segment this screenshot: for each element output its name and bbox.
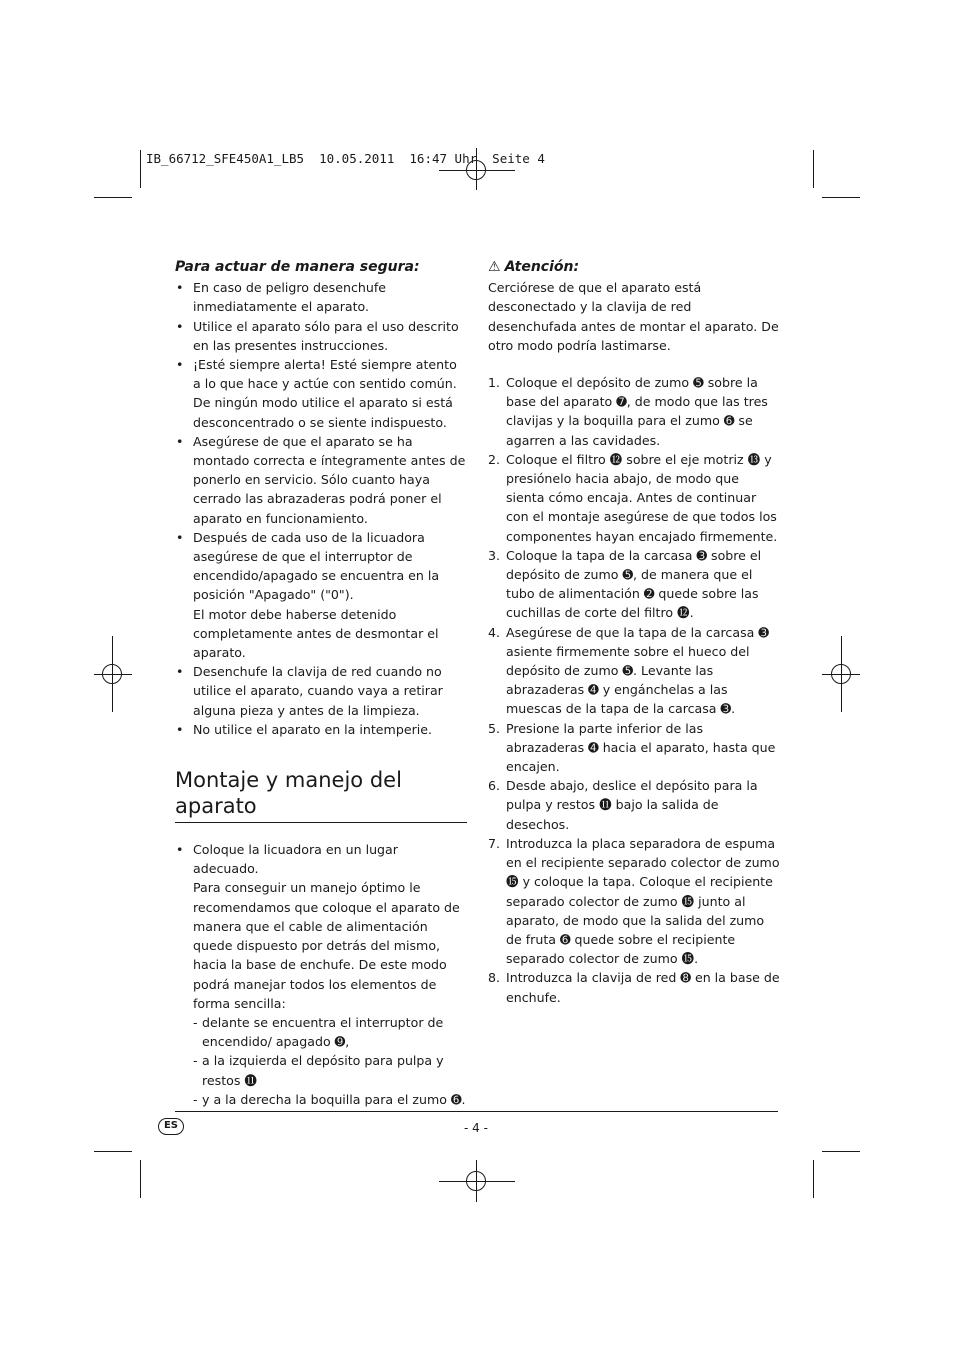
- safety-list: [175, 278, 467, 739]
- page-number: - 4 -: [464, 1121, 488, 1135]
- list-item: • Asegúrese de que el aparato se ha montado correcta e íntegramente antes de ponerlo en servicio. Sólo cuanto haya cerrado las abrazaderas podrá poner el aparato en funcionamiento.: [175, 432, 467, 528]
- step-item: 2. Coloque el filtro ⓬ sobre el eje motriz ⓭ y presiónelo hacia abajo, de modo que sienta cómo encaja. Antes de continuar con el montaje asegúrese de que todos los componentes hayan encajado firmemente.: [488, 451, 778, 544]
- warning-text: Cerciórese de que el aparato está desconectado y la clavija de red desenchufada antes de montar el aparato. De otro modo podría lastimarse.: [488, 280, 779, 353]
- warning-triangle-icon: ⚠: [488, 259, 501, 275]
- step-item: 7. Introduzca la placa separadora de espuma en el recipiente separado colector de zumo ⓯ y coloque la tapa. Coloque el recipiente separado colector de zumo ⓯ junto al aparato, de modo que la salida del zumo de fruta ➏ quede sobre el recipiente separado colector de zumo ⓯.: [488, 835, 780, 967]
- list-item: • No utilice el aparato en la intemperie.: [175, 720, 467, 739]
- footer-divider: [175, 1111, 778, 1112]
- step-item: 4. Asegúrese de que la tapa de la carcasa ➌ asiente firmemente sobre el hueco del depósito de zumo ➎. Levante las abrazaderas ➍ y engánchelas a las muescas de la tapa de la carcasa ➌.: [488, 624, 769, 717]
- warning-heading: ⚠ Atención:: [488, 259, 580, 275]
- language-badge: ES: [158, 1118, 184, 1135]
- step-item: 1. Coloque el depósito de zumo ➎ sobre la base del aparato ➐, de modo que las tres clavijas y la boquilla para el zumo ➏ se agarren a las cavidades.: [488, 375, 768, 448]
- safety-heading: Para actuar de manera segura:: [175, 259, 420, 275]
- section-title: Montaje y manejo del aparato: [175, 767, 467, 823]
- step-item: 5. Presione la parte inferior de las abrazaderas ➍ hacia el aparato, hasta que encajen.: [488, 720, 776, 775]
- right-column: [488, 258, 780, 1007]
- print-slug: IB_66712_SFE450A1_LB5 10.05.2011 16:47 Uhr Seite 4: [146, 151, 545, 166]
- step-item: 3. Coloque la tapa de la carcasa ➌ sobre el depósito de zumo ➎, de manera que el tubo de alimentación ➋ quede sobre las cuchillas de corte del filtro ⓬.: [488, 547, 762, 621]
- setup-list: [175, 840, 467, 1109]
- list-item: • ¡Esté siempre alerta! Esté siempre atento a lo que hace y actúe con sentido común. De ningún modo utilice el aparato si está desconcentrado o se siente indispuesto.: [175, 355, 467, 432]
- safety-item-note: El motor debe haberse detenido completamente antes de desmontar el aparato.: [193, 606, 439, 661]
- sub-list-item: - y a la derecha la boquilla para el zumo ➏.: [193, 1090, 467, 1109]
- list-item: • Coloque la licuadora en un lugar adecuado. Para conseguir un manejo óptimo le recomendamos que coloque el aparato de manera que el cable de alimentación quede dispuesto por detrás del mismo, hacia la base de enchufe. De este modo podrá manejar todos los elementos de forma sencilla: - delante se encuentra el interruptor de encendido/ apagado ➒, - a la izquierda el depósito para pulpa y restos ⓫ - y a la derecha la boquilla para el zumo ➏.: [175, 840, 467, 1109]
- list-item: • Desenchufe la clavija de red cuando no utilice el aparato, cuando vaya a retirar alguna pieza y antes de la limpieza.: [175, 662, 467, 720]
- setup-item-body: Para conseguir un manejo óptimo le recomendamos que coloque el aparato de manera que el cable de alimentación quede dispuesto por detrás del mismo, hacia la base de enchufe. De este modo podrá manejar todos los elementos de forma sencilla:: [193, 880, 460, 1011]
- step-item: 6. Desde abajo, deslice el depósito para la pulpa y restos ⓫ bajo la salida de desechos.: [488, 778, 758, 832]
- setup-sub-list: [193, 1013, 467, 1109]
- left-column: [175, 258, 467, 1109]
- sub-list-item: - delante se encuentra el interruptor de encendido/ apagado ➒,: [193, 1013, 467, 1051]
- list-item: • En caso de peligro desenchufe inmediatamente el aparato.: [175, 278, 467, 316]
- list-item: • Utilice el aparato sólo para el uso descrito en las presentes instrucciones.: [175, 317, 467, 355]
- step-item: 8. Introduzca la clavija de red ➑ en la base de enchufe.: [488, 970, 780, 1005]
- list-item: • Después de cada uso de la licuadora asegúrese de que el interruptor de encendido/apagado se encuentra en la posición "Apagado" ("0"). El motor debe haberse detenido completamente antes de desmontar el aparato.: [175, 528, 467, 662]
- sub-list-item: - a la izquierda el depósito para pulpa y restos ⓫: [193, 1051, 467, 1089]
- assembly-steps: [488, 373, 780, 1007]
